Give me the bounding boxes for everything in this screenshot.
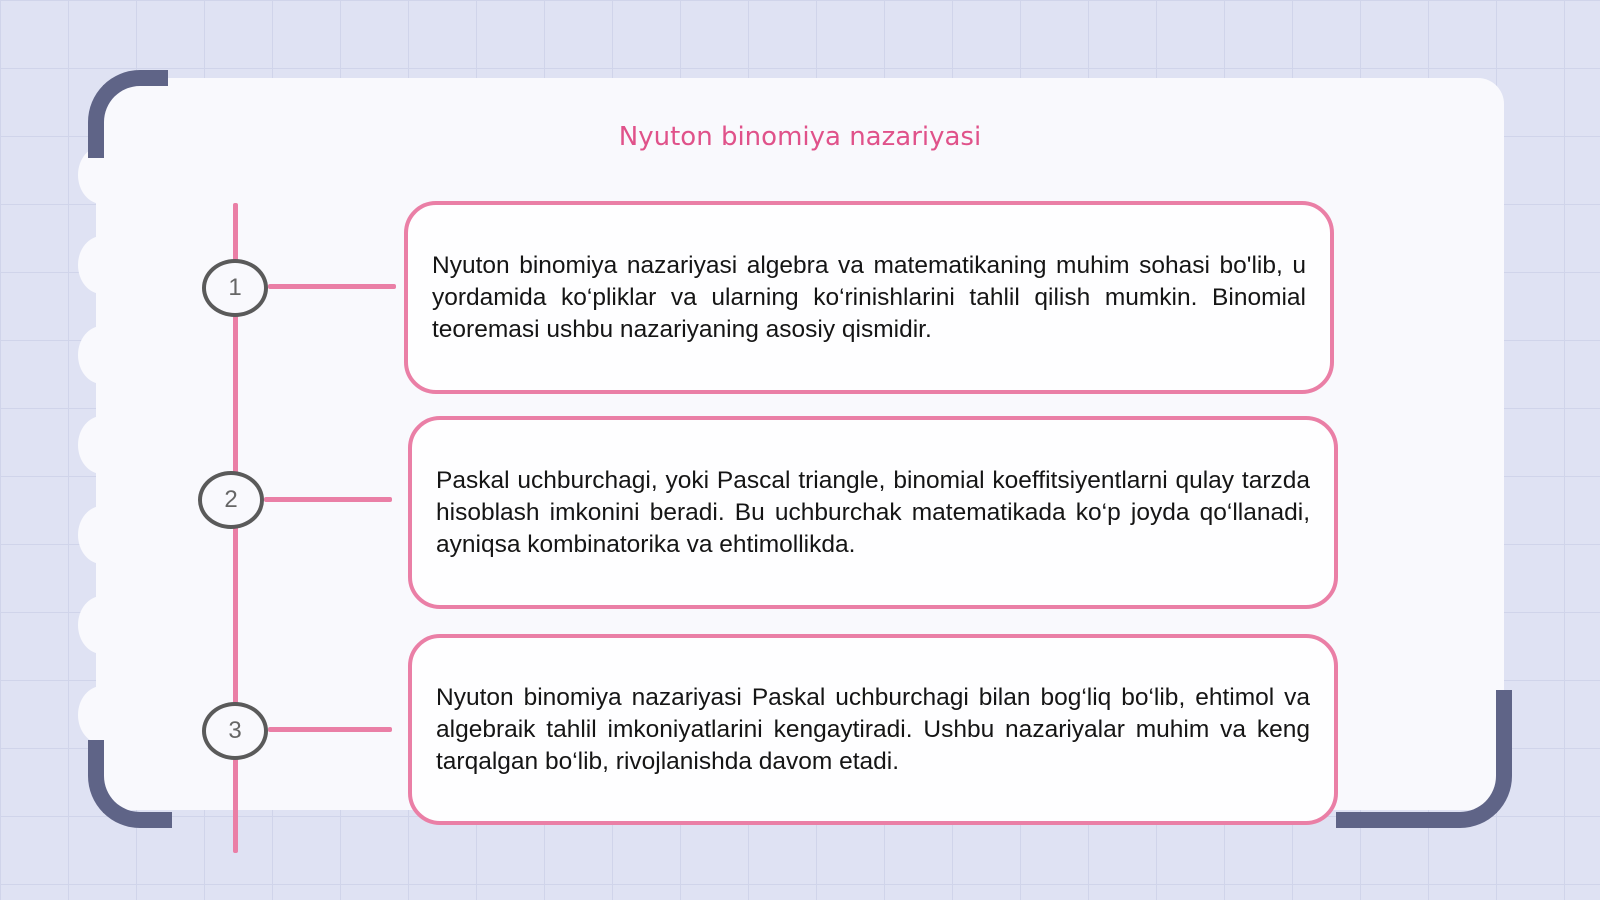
step-text-2: Paskal uchburchagi, yoki Pascal triangle, binomial koeffitsiyentlarni qulay tarzda hisoblash imkonini beradi. Bu uchburchak matematikada ko‘p joyda qo‘llanadi, ayniqsa kombinatorika va ehtimollikda.: [436, 466, 1310, 558]
corner-bracket-bottom-right: [1336, 690, 1512, 828]
step-text-1: Nyuton binomiya nazariyasi algebra va matematikaning muhim sohasi bo'lib, u yordamida ko‘pliklar va ularning ko‘rinishlarini tahlil qilish mumkin. Binomial teoremasi ushbu nazariyaning asosiy qismidir.: [432, 251, 1306, 343]
step-number-2: 2: [198, 471, 264, 529]
scallop-edge: [78, 686, 126, 744]
slide-title: Nyuton binomiya nazariyasi: [618, 122, 982, 152]
step-card-2: [408, 416, 1338, 609]
scallop-edge: [78, 596, 126, 654]
scallop-edge: [78, 416, 126, 474]
step-card-3: [408, 634, 1338, 825]
step-text-3: Nyuton binomiya nazariyasi Paskal uchburchagi bilan bog‘liq bo‘lib, ehtimol va algebraik tahlil imkoniyatlarini kengaytiradi. Ushbu nazariyalar muhim va keng tarqalgan bo‘lib, rivojlanishda davom etadi.: [436, 683, 1310, 775]
scallop-edge: [78, 236, 126, 294]
corner-bracket-top-left: [88, 70, 168, 158]
scallop-edge: [78, 326, 126, 384]
step-card-1: [404, 201, 1334, 394]
scallop-edge: [78, 506, 126, 564]
step-connector-1: [268, 284, 396, 289]
step-number-3: 3: [202, 702, 268, 760]
step-number-1: 1: [202, 259, 268, 317]
corner-bracket-bottom-left: [88, 740, 172, 828]
step-connector-3: [268, 727, 392, 732]
step-connector-2: [264, 497, 392, 502]
